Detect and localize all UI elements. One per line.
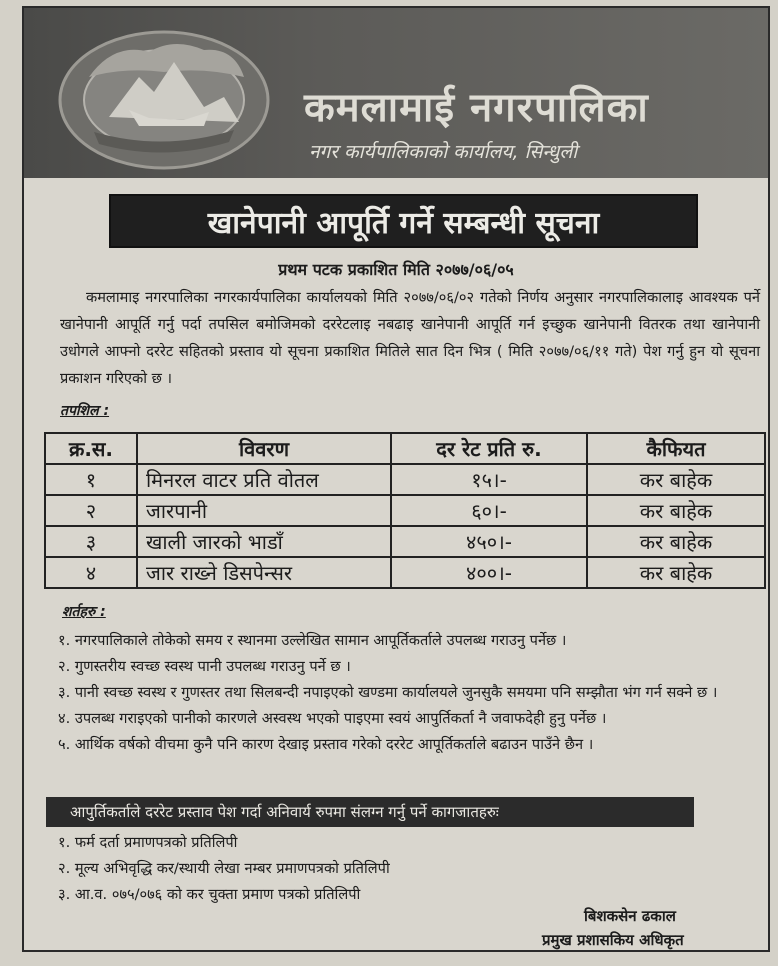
document-item: १. फर्म दर्ता प्रमाणपत्रको प्रतिलिपी bbox=[58, 834, 238, 851]
organization-office: नगर कार्यपालिकाको कार्यालय, सिन्धुली bbox=[309, 141, 578, 163]
column-header: क्र.स. bbox=[45, 433, 137, 464]
rate-cell: ४००।- bbox=[391, 557, 587, 588]
table-header-row bbox=[45, 433, 765, 464]
description-cell: मिनरल वाटर प्रति वोतल bbox=[137, 464, 391, 495]
notice-page bbox=[22, 6, 770, 952]
term-item: १. नगरपालिकाले तोकेको समय र स्थानमा उल्लेखित सामान आपूर्तिकर्ताले उपलब्ध गराउनु पर्नेछ । bbox=[58, 632, 567, 649]
remark-cell: कर बाहेक bbox=[587, 495, 765, 526]
remark-cell: कर बाहेक bbox=[587, 557, 765, 588]
signatory-name: बिशकसेन ढकाल bbox=[584, 907, 676, 925]
rate-table bbox=[44, 432, 766, 589]
description-cell: खाली जारको भाडाँ bbox=[137, 526, 391, 557]
notice-title: खानेपानी आपूर्ति गर्ने सम्बन्धी सूचना bbox=[207, 205, 600, 241]
remark-cell: कर बाहेक bbox=[587, 464, 765, 495]
documents-heading: आपुर्तिकर्ताले दररेट प्रस्ताव पेश गर्दा अनिवार्य रुपमा संलग्न गर्नु पर्ने कागजातहरुः bbox=[46, 797, 694, 827]
serial-cell: ४ bbox=[45, 557, 137, 588]
schedule-label: तपशिल : bbox=[60, 403, 110, 419]
publication-date: प्रथम पटक प्रकाशित मिति २०७७/०६/०५ bbox=[278, 260, 514, 279]
notice-body: कमलामाइ नगरपालिका नगरकार्यपालिका कार्यालयको मिति २०७७/०६/०२ गतेको निर्णय अनुसार नगरपालिकालाइ आवश्यक पर्ने खानेपानी आपूर्ति गर्नु पर्दा तपसिल बमोजिमको दररेटलाइ नबढाइ खानेपानी आपूर्ति गर्न इच्छुक खानेपानी वितरक तथा खानेपानी उधोगले आफ्नो दररेट सहितको प्रस्ताव यो सूचना प्रकाशित मितिले सात दिन भित्र ( मिति २०७७/०६/११ गते) पेश गर्नु हुन यो सूचना प्रकाशन गरिएको छ । bbox=[60, 289, 760, 387]
organization-name: कमलामाई नगरपालिका bbox=[304, 85, 649, 131]
rate-cell: ४५०।- bbox=[391, 526, 587, 557]
description-cell: जारपानी bbox=[137, 495, 391, 526]
header-banner bbox=[24, 8, 768, 178]
table-row bbox=[45, 495, 765, 526]
table-row bbox=[45, 557, 765, 588]
column-header: कैफियत bbox=[587, 433, 765, 464]
term-item: ३. पानी स्वच्छ स्वस्थ र गुणस्तर तथा सिलबन्दी नपाइएको खण्डमा कार्यालयले जुनसुकै समयमा पनि सम्झौता भंग गर्न सक्ने छ । bbox=[58, 684, 718, 701]
table-row bbox=[45, 464, 765, 495]
description-cell: जार राख्ने डिसपेन्सर bbox=[137, 557, 391, 588]
terms-list bbox=[58, 628, 764, 758]
terms-label: शर्तहरु : bbox=[62, 604, 106, 620]
table-row bbox=[45, 526, 765, 557]
document-item: २. मूल्य अभिवृद्धि कर/स्थायी लेखा नम्बर प्रमाणपत्रको प्रतिलिपी bbox=[58, 860, 390, 877]
term-item: ५. आर्थिक वर्षको वीचमा कुनै पनि कारण देखाइ प्रस्ताव गरेको दररेट आपूर्तिकर्ताले बढाउन पाउँने छैन । bbox=[58, 736, 594, 753]
rate-cell: ६०।- bbox=[391, 495, 587, 526]
document-item: ३. आ.व. ०७५/०७६ को कर चुक्ता प्रमाण पत्रको प्रतिलिपी bbox=[58, 886, 361, 903]
nepal-emblem-icon bbox=[54, 22, 274, 172]
rate-cell: १५।- bbox=[391, 464, 587, 495]
serial-cell: ३ bbox=[45, 526, 137, 557]
term-item: ४. उपलब्ध गराइएको पानीको कारणले अस्वस्थ भएको पाइएमा स्वयं आपुर्तिकर्ता नै जवाफदेही हुनु पर्नेछ । bbox=[58, 710, 607, 727]
serial-cell: २ bbox=[45, 495, 137, 526]
remark-cell: कर बाहेक bbox=[587, 526, 765, 557]
signatory-title: प्रमुख प्रशासकिय अधिकृत bbox=[542, 931, 684, 949]
column-header: दर रेट प्रति रु. bbox=[391, 433, 587, 464]
serial-cell: १ bbox=[45, 464, 137, 495]
term-item: २. गुणस्तरीय स्वच्छ स्वस्थ पानी उपलब्ध गराउनु पर्ने छ । bbox=[58, 658, 351, 675]
documents-list bbox=[58, 830, 658, 908]
column-header: विवरण bbox=[137, 433, 391, 464]
notice-title-box bbox=[109, 194, 698, 248]
